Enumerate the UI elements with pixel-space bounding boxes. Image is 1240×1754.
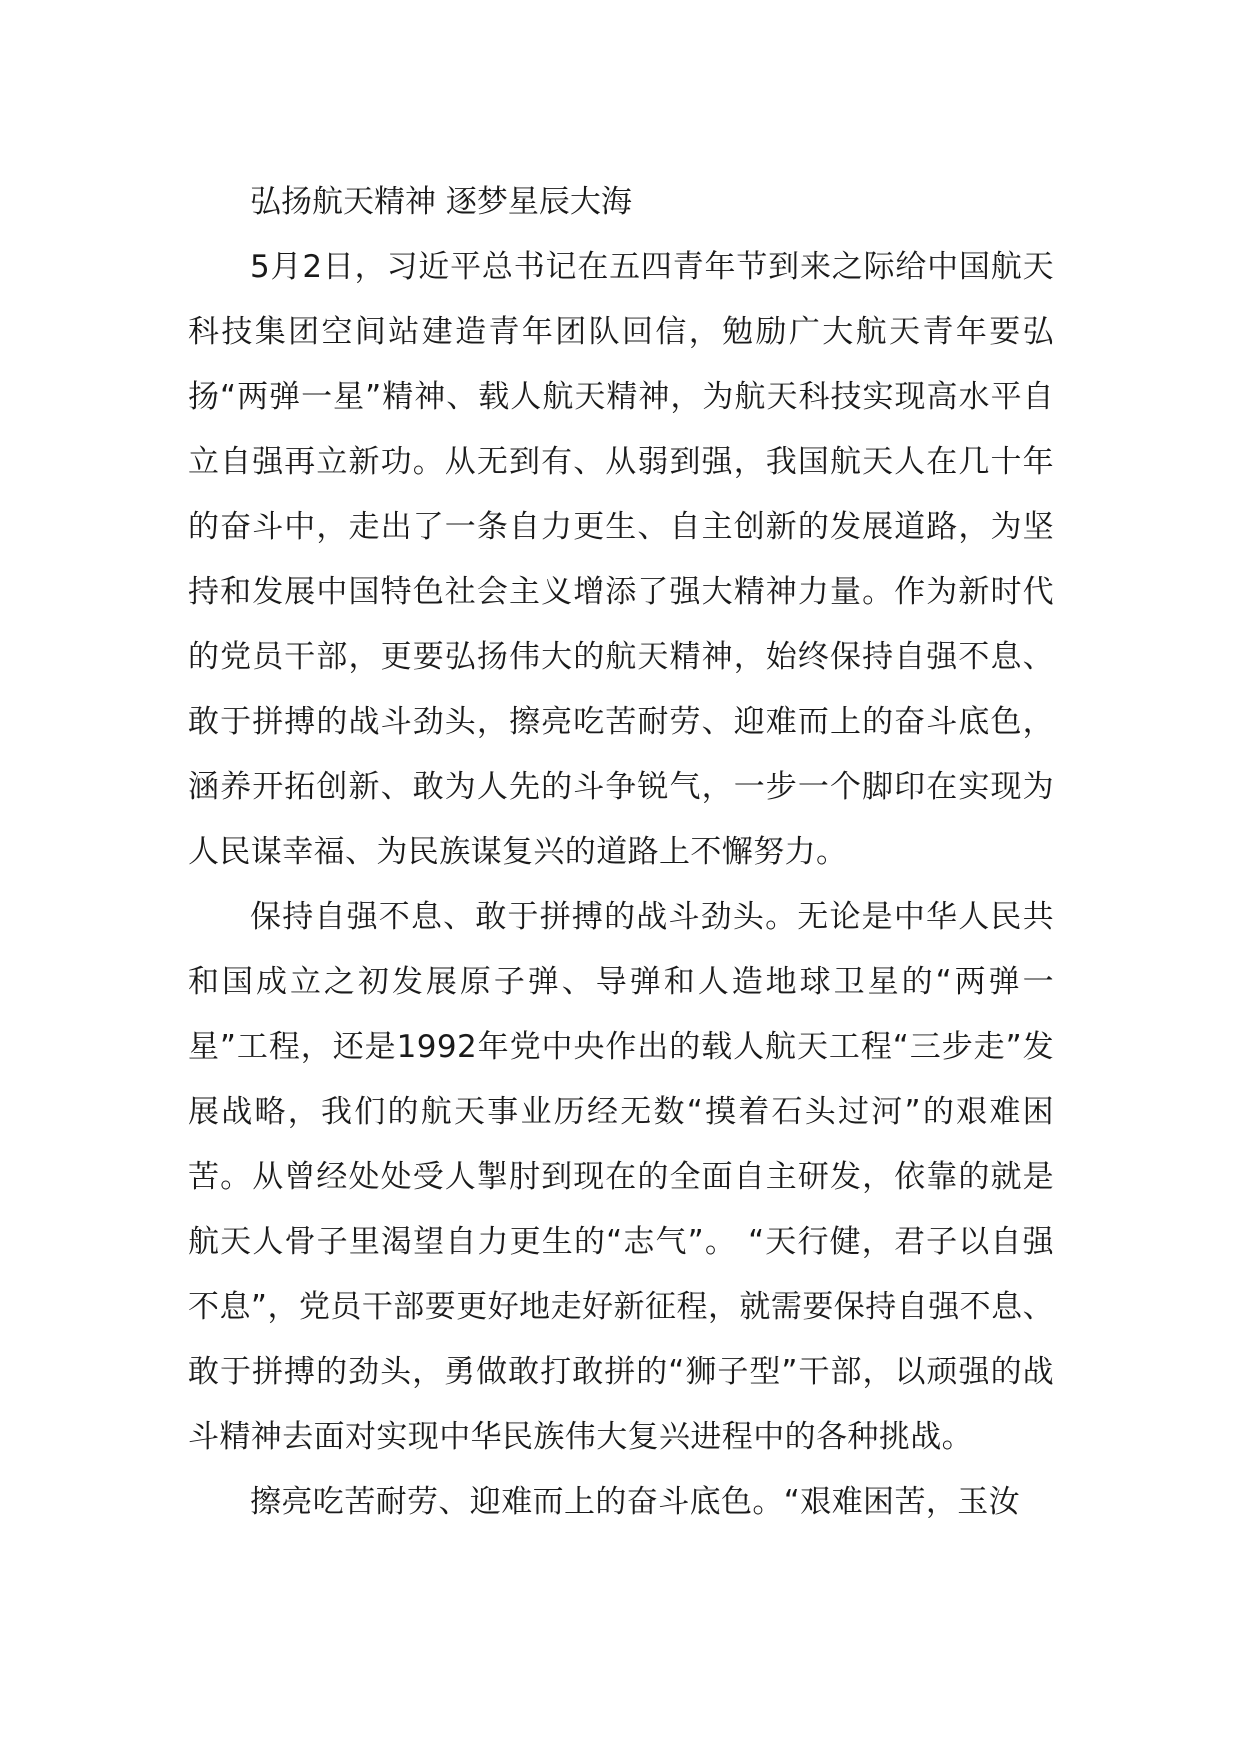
paragraph-2: 保持自强不息、敢于拼搏的战斗劲头。无论是中华人民共和国成立之初发展原子弹、导弹和人造地球卫星的“两弹一星”工程，还是1992年党中央作出的载人航天工程“三步走”发展战略，我们的航天事业历经无数“摸着石头过河”的艰难困苦。从曾经处处受人掣肘到现在的全面自主研发，依靠的就是航天人骨子里渴望自力更生的“志气”。 “天行健，君子以自强不息”，党员干部要更好地走好新征程，就需要保持自强不息、敢于拼搏的劲头，勇做敢打敢拼的“狮子型”干部，以顽强的战斗精神去面对实现中华民族伟大复兴进程中的各种挑战。	[188, 899, 1054, 1455]
document-page	[188, 170, 1054, 1535]
paragraph-1: 5月2日，习近平总书记在五四青年节到来之际给中国航天科技集团空间站建造青年团队回信，勉励广大航天青年要弘扬“两弹一星”精神、载人航天精神，为航天科技实现高水平自立自强再立新功。从无到有、从弱到强，我国航天人在几十年的奋斗中，走出了一条自力更生、自主创新的发展道路，为坚持和发展中国特色社会主义增添了强大精神力量。作为新时代的党员干部，更要弘扬伟大的航天精神，始终保持自强不息、敢于拼搏的战斗劲头，擦亮吃苦耐劳、迎难而上的奋斗底色，涵养开拓创新、敢为人先的斗争锐气，一步一个脚印在实现为人民谋幸福、为民族谋复兴的道路上不懈努力。	[188, 249, 1054, 870]
document-title: 弘扬航天精神 逐梦星辰大海	[250, 184, 632, 220]
paragraph-3: 擦亮吃苦耐劳、迎难而上的奋斗底色。“艰难困苦，玉汝	[250, 1484, 1021, 1520]
